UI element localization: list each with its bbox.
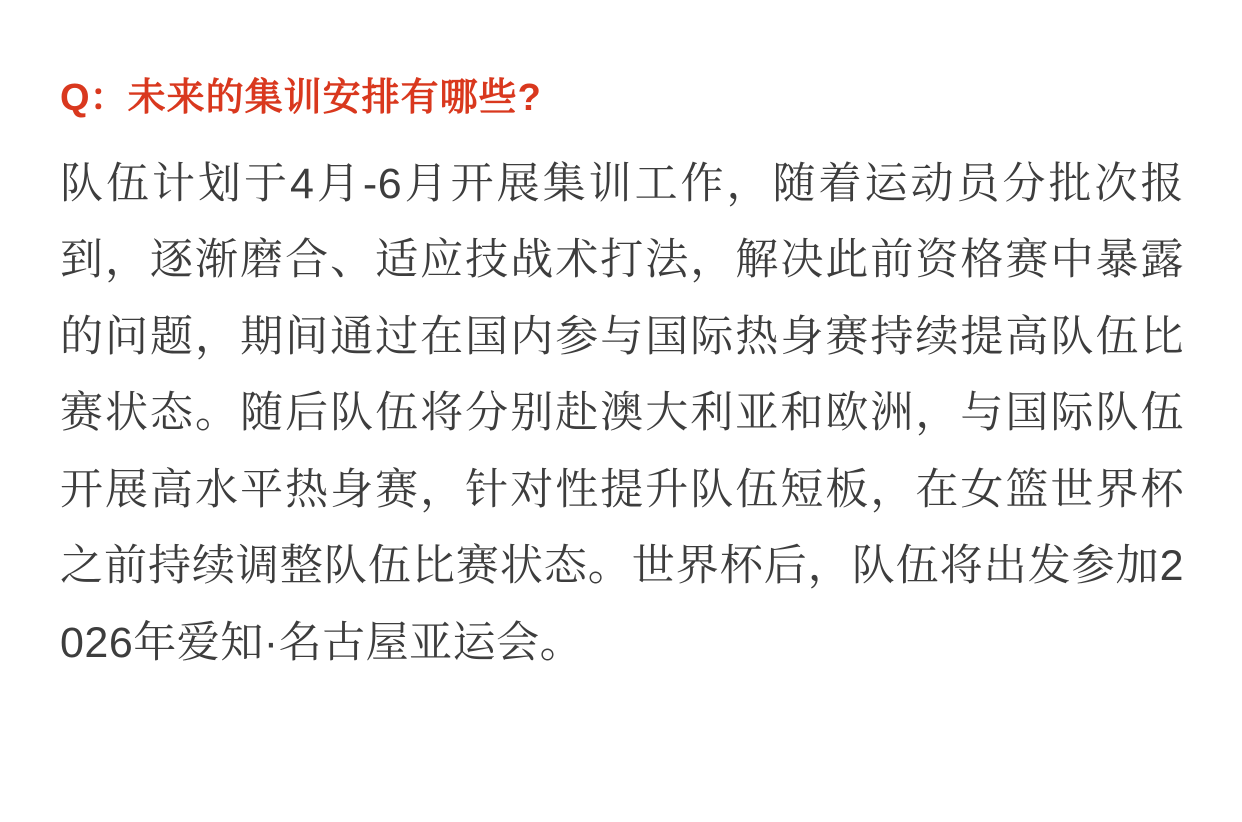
qa-block (60, 78, 1184, 682)
question-line (60, 78, 1184, 120)
answer-text: 队伍计划于4月-6月开展集训工作，随着运动员分批次报到，逐渐磨合、适应技战术打法，解决此前资格赛中暴露的问题，期间通过在国内参与国际热身赛持续提高队伍比赛状态。随后队伍将分别赴澳大利亚和欧洲，与国际队伍开展高水平热身赛，针对性提升队伍短板，在女篮世界杯之前持续调整队伍比赛状态。世界杯后，队伍将出发参加2026年爱知·名古屋亚运会。 (60, 159, 1184, 667)
question-marker: Q： (60, 77, 128, 119)
question-text: 未来的集训安排有哪些? (127, 77, 542, 119)
